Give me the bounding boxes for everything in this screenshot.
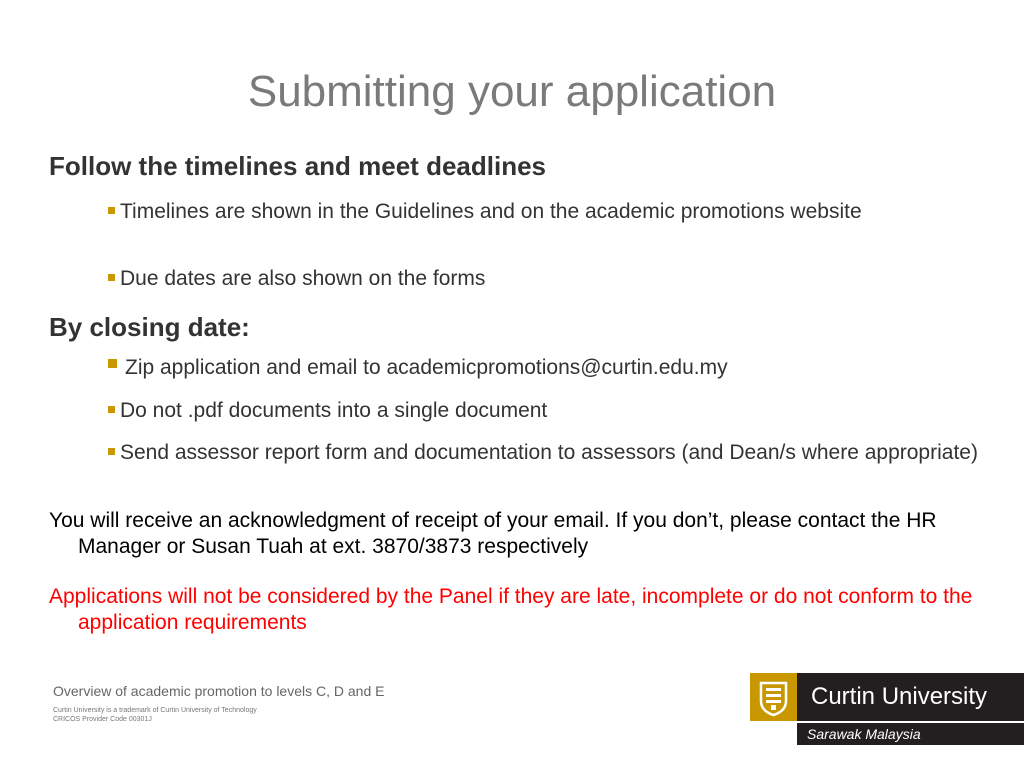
bullet-marker-icon (108, 274, 115, 281)
logo-campus: Sarawak Malaysia (807, 726, 921, 742)
bullet-marker-icon (108, 359, 117, 368)
bullet-marker-icon (108, 207, 115, 214)
bullet-assessor (108, 440, 988, 466)
bullet-text: Due dates are also shown on the forms (120, 267, 486, 290)
bullet-marker-icon (108, 406, 115, 413)
bullet-text: Timelines are shown in the Guidelines and on the academic promotions website (120, 200, 862, 223)
bullet-timelines (108, 199, 988, 225)
bullet-marker-icon (108, 448, 115, 455)
bullet-text: Do not .pdf documents into a single document (120, 399, 548, 422)
heading-closing-date: By closing date: (49, 312, 250, 342)
heading-timelines: Follow the timelines and meet deadlines (49, 151, 546, 181)
curtin-logo (750, 673, 1024, 745)
logo-campus-box (797, 721, 1024, 745)
warning-note: Applications will not be considered by the Panel if they are late, incomplete or do not conform to the application requirements (49, 585, 973, 634)
bullet-zip-email (108, 355, 988, 381)
acknowledgment-note: You will receive an acknowledgment of receipt of your email. If you don’t, please contact the HR Manager or Susan Tuah at ext. 3870/3873 respectively (49, 509, 937, 558)
footer-title: Overview of academic promotion to levels C, D and E (53, 683, 385, 699)
bullet-text: Zip application and email to academicpromotions@curtin.edu.my (125, 356, 728, 379)
logo-name: Curtin University (811, 683, 988, 710)
logo-name-box (797, 673, 1024, 721)
footer-trademark: Curtin University is a trademark of Curtin University of Technology (53, 707, 257, 714)
bullet-due-dates (108, 266, 988, 292)
crest-icon (750, 673, 797, 721)
slide-title: Submitting your application (247, 67, 777, 116)
footer-cricos: CRICOS Provider Code 00301J (53, 716, 152, 723)
bullet-pdf (108, 398, 988, 424)
bullet-text: Send assessor report form and documentation to assessors (and Dean/s where appropriate) (120, 441, 978, 464)
